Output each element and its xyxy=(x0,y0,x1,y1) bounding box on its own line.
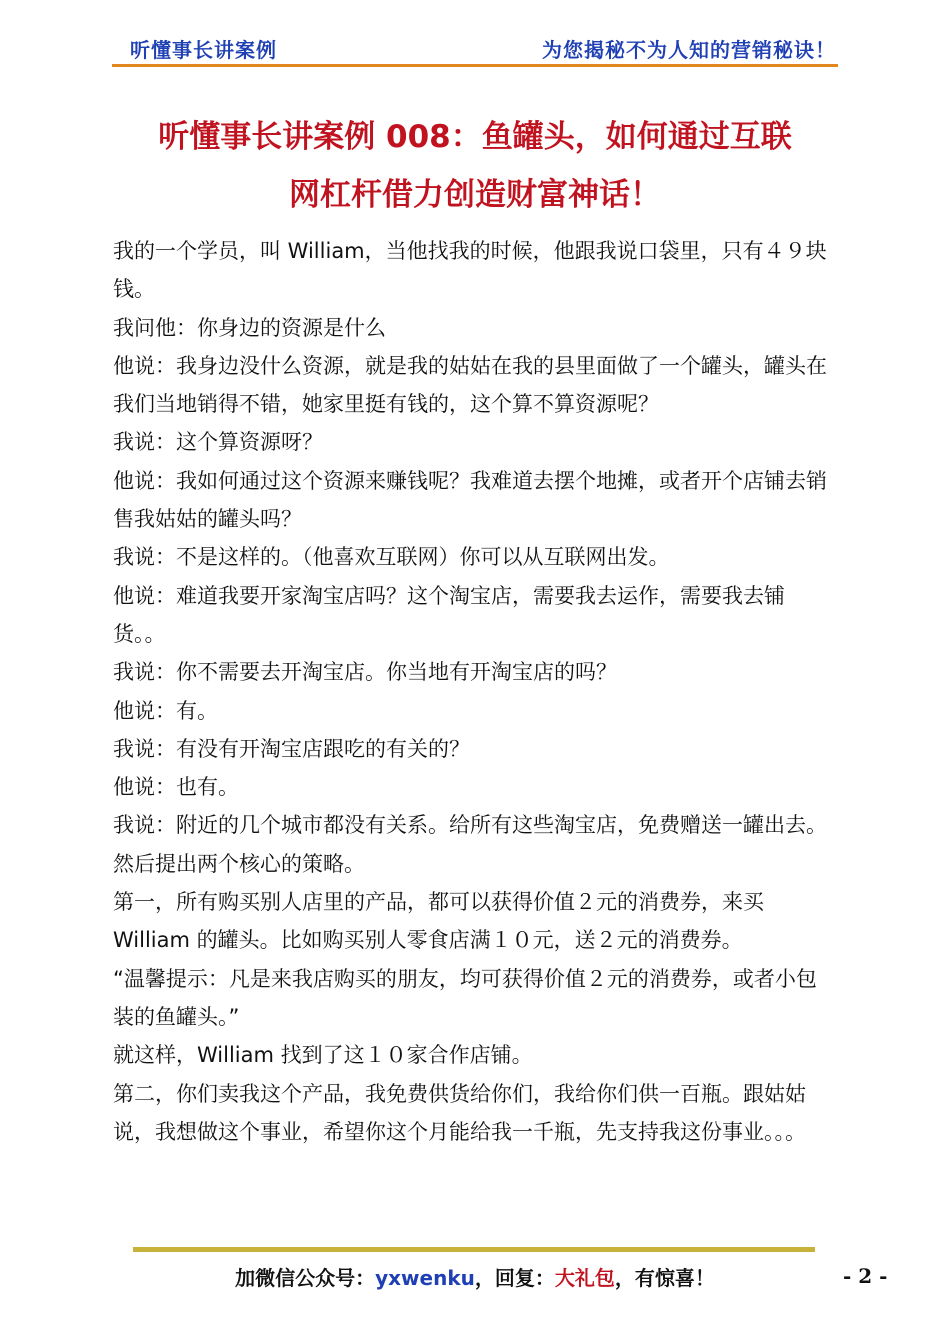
article-body xyxy=(113,232,831,1151)
paragraph: 他说：我如何通过这个资源来赚钱呢？我难道去摆个地摊，或者开个店铺去销售我姑姑的罐头吗？ xyxy=(113,468,827,532)
header-tagline: 为您揭秘不为人知的营销秘诀！ xyxy=(542,38,836,62)
paragraph: 我的一个学员，叫 William，当他找我的时候，他跟我说口袋里，只有４９块钱。 xyxy=(113,239,827,302)
footer-prefix: 加微信公众号： xyxy=(235,1266,376,1290)
title-line-1: 听懂事长讲案例 008：鱼罐头，如何通过互联 xyxy=(158,119,792,155)
paragraph: 第二，你们卖我这个产品，我免费供货给你们，我给你们供一百瓶。跟姑姑说，我想做这个事业，希望你这个月能给我一千瓶，先支持我这份事业。。。 xyxy=(113,1081,806,1144)
paragraph: 第一，所有购买别人店里的产品，都可以获得价值２元的消费券，来买 William 的罐头。比如购买别人零食店满１０元，送２元的消费券。 xyxy=(113,890,764,953)
footer-suffix: ，有惊喜！ xyxy=(614,1266,715,1290)
paragraph: 我说：不是这样的。（他喜欢互联网）你可以从互联网出发。 xyxy=(113,545,670,570)
footer-middle: ，回复： xyxy=(474,1266,555,1290)
page-header xyxy=(112,30,836,64)
paragraph: 他说：有。 xyxy=(113,698,218,723)
paragraph: 他说：难道我要开家淘宝店吗？这个淘宝店，需要我去运作，需要我去铺货。。 xyxy=(113,583,785,646)
paragraph: 他说：也有。 xyxy=(113,775,239,800)
footer-keyword: 大礼包 xyxy=(554,1266,615,1290)
paragraph: 我说：这个算资源呀？ xyxy=(113,430,323,455)
header-divider xyxy=(112,64,838,67)
paragraph: 就这样，William 找到了这１０家合作店铺。 xyxy=(113,1043,533,1068)
page-number: - 2 - xyxy=(843,1264,888,1288)
paragraph: “温馨提示：凡是来我店购买的朋友，均可获得价值２元的消费券，或者小包装的鱼罐头。” xyxy=(113,966,817,1029)
paragraph: 我说：附近的几个城市都没有关系。给所有这些淘宝店，免费赠送一罐出去。然后提出两个核心的策略。 xyxy=(113,813,827,876)
title-line-2: 网杠杆借力创造财富神话！ xyxy=(289,177,661,213)
header-series-title: 听懂事长讲案例 xyxy=(130,38,277,62)
footer-promo xyxy=(100,1262,850,1291)
paragraph: 我说：你不需要去开淘宝店。你当地有开淘宝店的吗？ xyxy=(113,660,617,685)
paragraph: 我问他：你身边的资源是什么 xyxy=(113,315,386,340)
paragraph: 我说：有没有开淘宝店跟吃的有关的？ xyxy=(113,736,470,761)
footer-account: yxwenku xyxy=(375,1266,475,1290)
article-title xyxy=(100,108,850,224)
footer-divider xyxy=(133,1247,815,1252)
paragraph: 他说：我身边没什么资源，就是我的姑姑在我的县里面做了一个罐头，罐头在我们当地销得不错，她家里挺有钱的，这个算不算资源呢？ xyxy=(113,353,827,417)
